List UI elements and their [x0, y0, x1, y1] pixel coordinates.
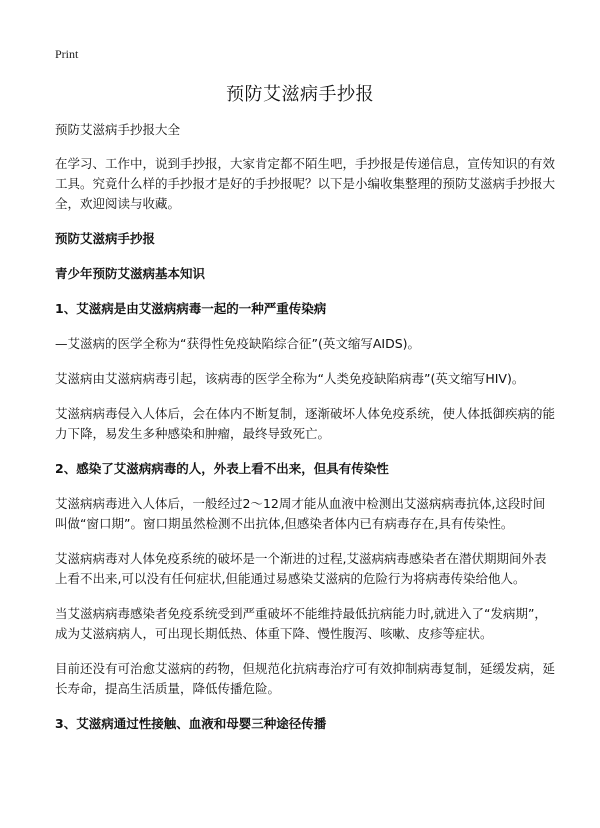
section-1-title: 1、艾滋病是由艾滋病病毒一起的一种严重传染病	[55, 301, 327, 316]
section-1-paragraph-1: —艾滋病的医学全称为“获得性免疫缺陷综合征”(英文缩写AIDS)。	[55, 336, 421, 351]
article-subtitle: 预防艾滋病手抄报大全	[55, 122, 181, 137]
article-body	[55, 120, 555, 749]
heading-main: 预防艾滋病手抄报	[55, 231, 156, 246]
section-2-paragraph-4: 目前还没有可治愈艾滋病的药物，但规范化抗病毒治疗可有效抑制病毒复制，延缓发病，延长寿命，提高生活质量，降低传播危险。	[55, 661, 556, 696]
intro-paragraph: 在学习、工作中，说到手抄报，大家肯定都不陌生吧，手抄报是传递信息，宣传知识的有效工具。究竟什么样的手抄报才是好的手抄报呢？以下是小编收集整理的预防艾滋病手抄报大全，欢迎阅读与收藏。	[55, 156, 556, 211]
print-link[interactable]: Print	[55, 47, 79, 61]
section-2-title: 2、感染了艾滋病病毒的人，外表上看不出来，但具有传染性	[55, 461, 389, 476]
section-2-paragraph-1: 艾滋病病毒进入人体后，一般经过2～12周才能从血液中检测出艾滋病病毒抗体,这段时间叫做“窗口期”。窗口期虽然检测不出抗体,但感染者体内已有病毒存在,具有传染性。	[55, 496, 546, 531]
section-3-title: 3、艾滋病通过性接触、血液和母婴三种途径传播	[55, 716, 327, 731]
section-1-paragraph-2: 艾滋病由艾滋病病毒引起，该病毒的医学全称为“人类免疫缺陷病毒”(英文缩写HIV)。	[55, 371, 525, 386]
section-2-paragraph-2: 艾滋病病毒对人体免疫系统的破坏是一个渐进的过程,艾滋病病毒感染者在潜伏期期间外表上看不出来,可以没有任何症状,但能通过易感染艾滋病的危险行为将病毒传染给他人。	[55, 551, 547, 586]
section-2-paragraph-3: 当艾滋病病毒感染者免疫系统受到严重破坏不能维持最低抗病能力时,就进入了“发病期”，成为艾滋病病人，可出现长期低热、体重下降、慢性腹泻、咳嗽、皮疹等症状。	[55, 606, 547, 641]
heading-youth-knowledge: 青少年预防艾滋病基本知识	[55, 266, 206, 281]
page-title: 预防艾滋病手抄报	[226, 84, 374, 105]
section-1-paragraph-3: 艾滋病病毒侵入人体后，会在体内不断复制，逐渐破坏人体免疫系统，使人体抵御疾病的能力下降，易发生多种感染和肿瘤，最终导致死亡。	[55, 406, 556, 441]
